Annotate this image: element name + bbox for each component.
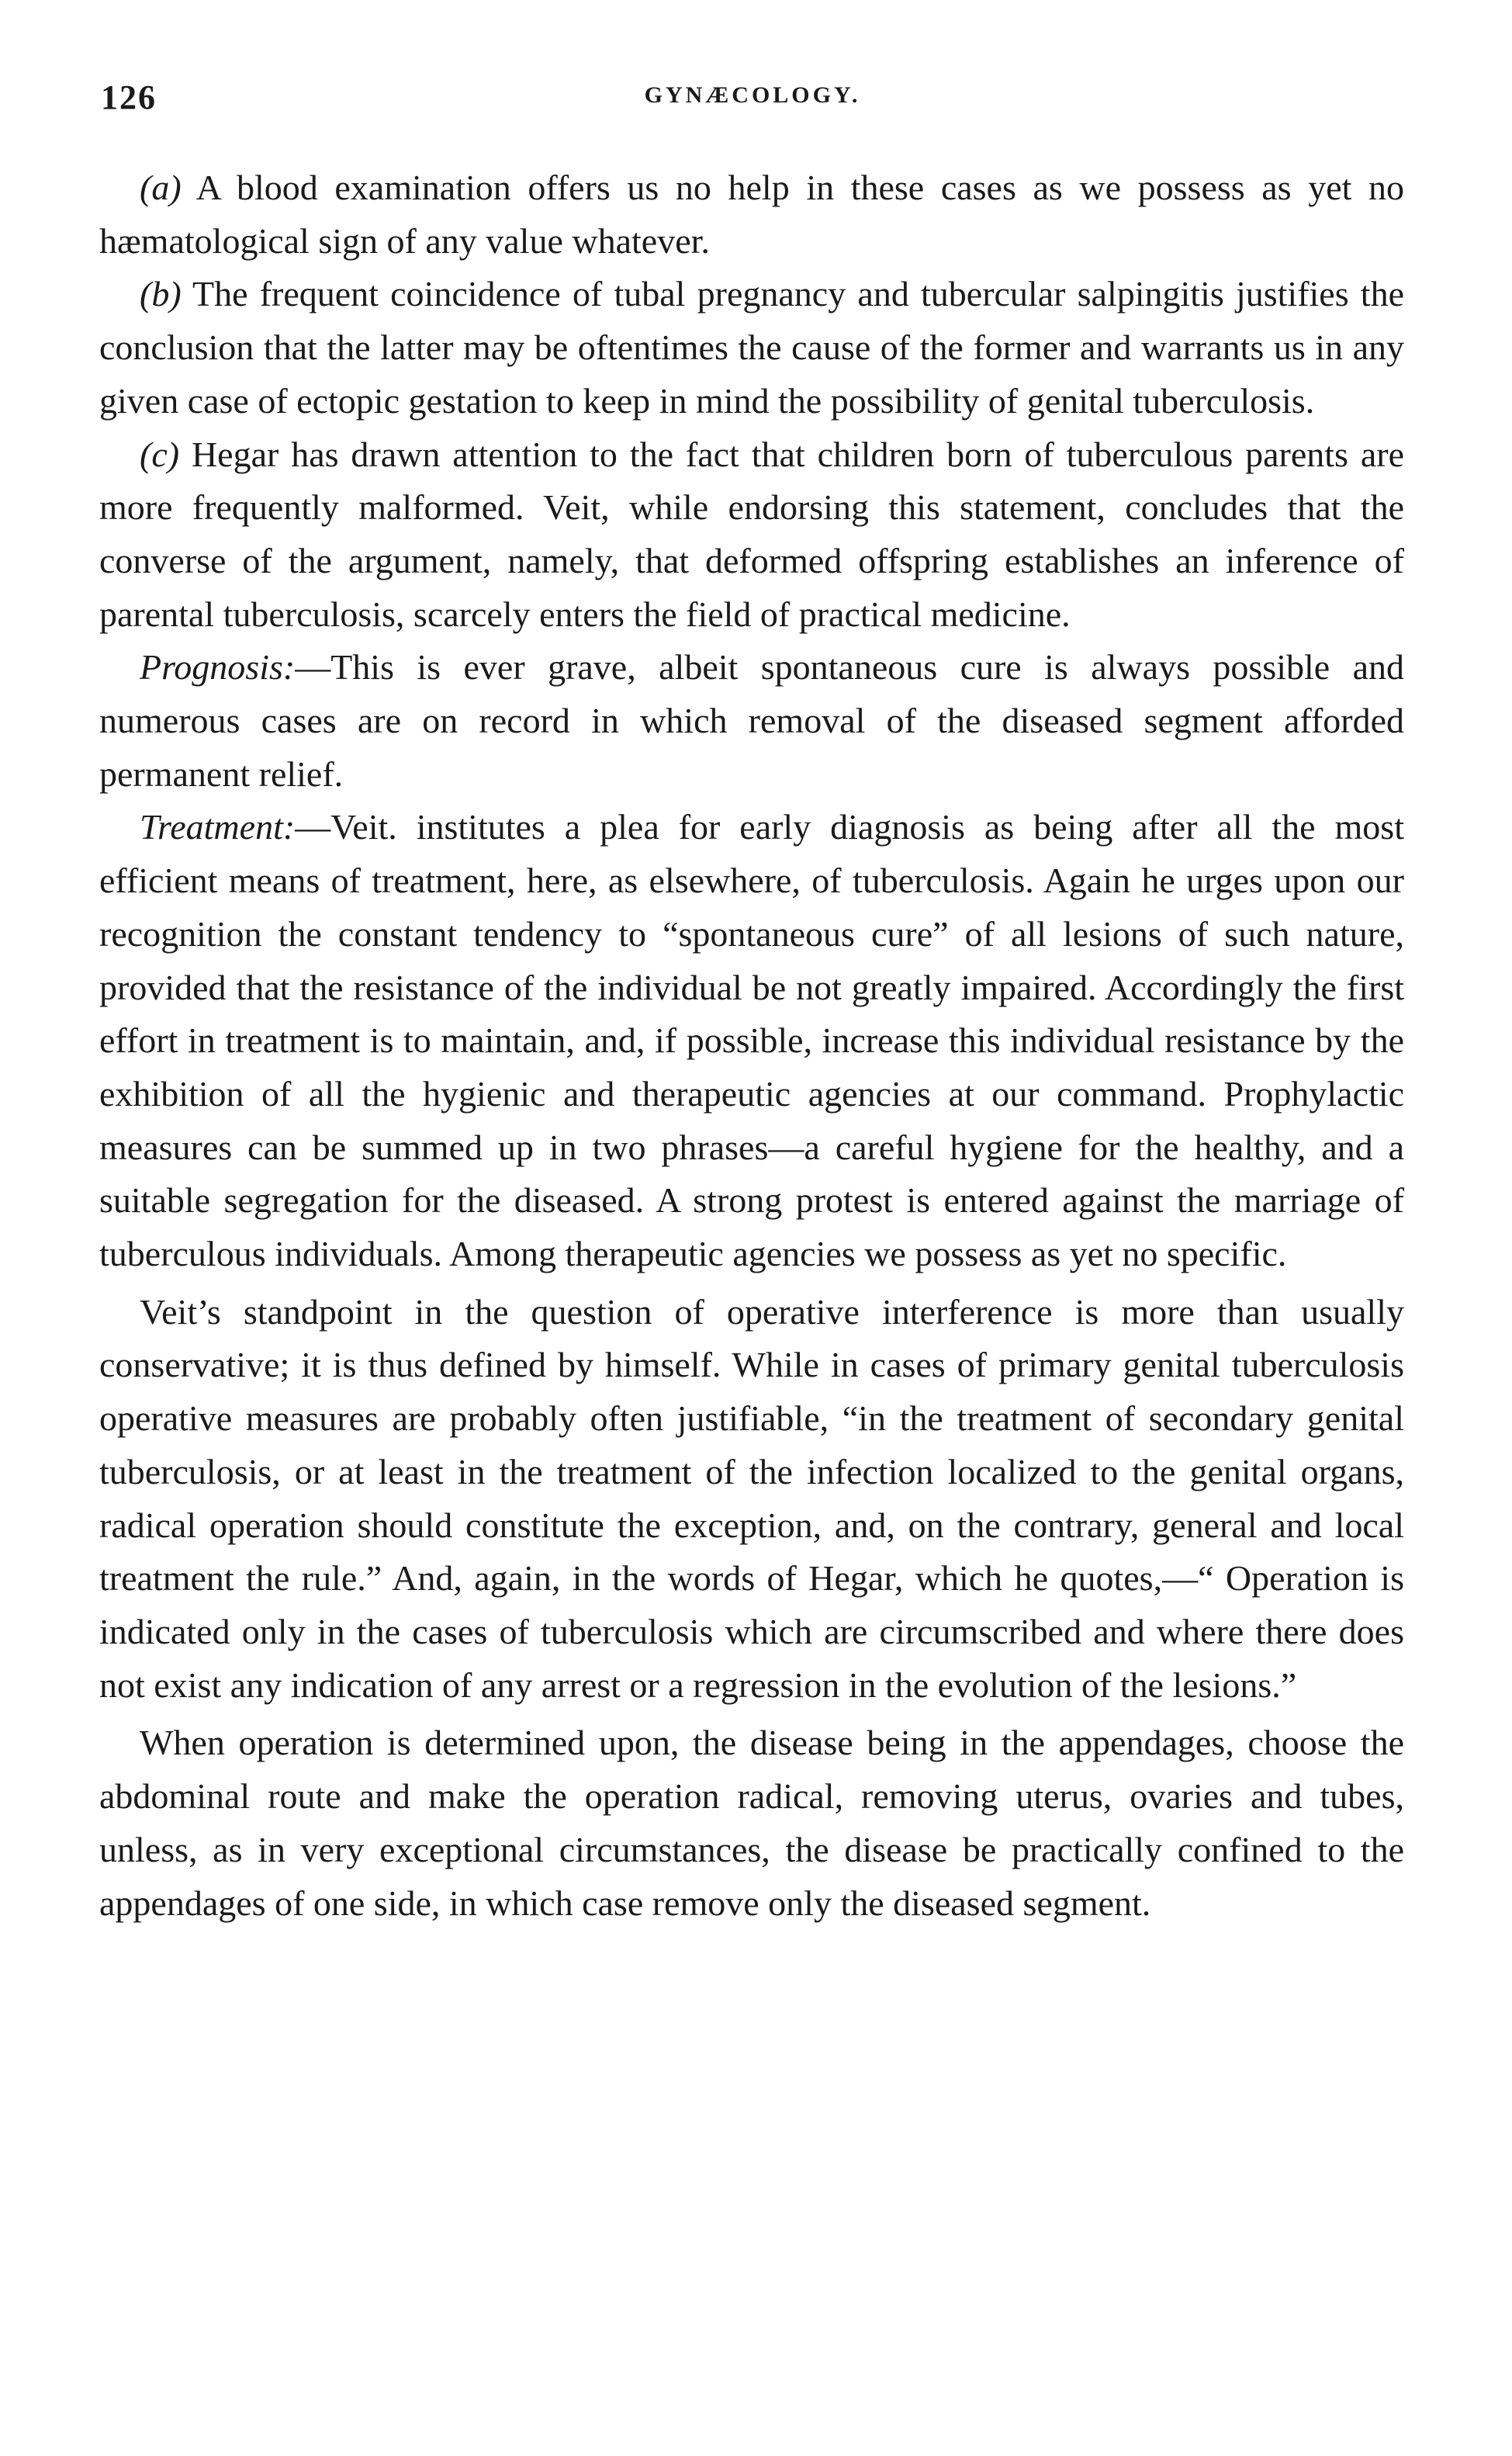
paragraph-treatment [99, 801, 1404, 1280]
paragraph-text: When operation is determined upon, the disease being in the appendages, choose the abdominal route and make the operation radical, removing uterus, ovaries and tubes, unless, as in very exceptional circumstances, the disease be practically confined to the appendages of one side, in which case remove only the diseased segment. [99, 1723, 1404, 1923]
paragraph-hegar-malformation [99, 428, 1404, 642]
paragraph-text: —Veit. institutes a plea for early diagnosis as being after all the most efficient means of treatment, here, as elsewhere, of tuberculosis. Again he urges upon our recognition the constant tendency to “spontaneous cure” of all lesions of such nature, provided that the resistance of the individual be not greatly impaired. Accordingly the first effort in treatment is to maintain, and, if possible, increase this individual resistance by the exhibition of all the hygienic and therapeutic agencies at our command. Prophylactic measures can be summed up in two phrases—a careful hygiene for the healthy, and a suitable segregation for the diseased. A strong protest is entered against the marriage of tuberculous individuals. Among therapeutic agencies we possess as yet no specific. [99, 807, 1404, 1274]
body-text [99, 161, 1404, 1930]
paragraph-label: (b) [140, 274, 182, 314]
paragraph-text: The frequent coincidence of tubal pregnancy and tubercular salpingitis justifies the conclusion that the latter may be oftentimes the cause of the former and warrants us in any given case of ectopic gestation to keep in mind the possibility of genital tuberculosis. [99, 274, 1404, 421]
paragraph-prognosis [99, 641, 1404, 801]
running-head [78, 78, 1427, 124]
paragraph-label: Prognosis: [140, 647, 296, 688]
paragraph-blood-examination [99, 161, 1404, 268]
paragraph-text: Hegar has drawn attention to the fact that children born of tuberculous parents are more frequently malformed. Veit, while endorsing this statement, concludes that the converse of the argument, namely, that deformed offspring establishes an inference of parental tuberculosis, scarcely enters the field of practical medicine. [99, 434, 1404, 634]
paragraph-operation [99, 1716, 1404, 1930]
page-number: 126 [101, 78, 157, 116]
paragraph-label: Treatment: [140, 807, 296, 847]
paragraph-veit-standpoint [99, 1286, 1404, 1713]
paragraph-tubal-pregnancy [99, 268, 1404, 428]
paragraph-text: Veit’s standpoint in the question of operative interference is more than usually conservative; it is thus defined by himself. While in cases of primary genital tuberculosis operative measures are probably often justifiable, “in the treatment of secondary genital tuberculosis, or at least in the treatment of the infection localized to the genital organs, radical operation should constitute the exception, and, on the contrary, general and local treatment the rule.” And, again, in the words of Hegar, which he quotes,—“ Operation is indicated only in the cases of tuberculosis which are circumscribed and where there does not exist any indication of any arrest or a regression in the evolution of the lesions.” [99, 1291, 1404, 1705]
running-title: GYNÆCOLOGY. [644, 82, 861, 108]
paragraph-label: (c) [140, 434, 180, 474]
paragraph-text: A blood examination offers us no help in these cases as we possess as yet no hæmatological sign of any value whatever. [99, 168, 1404, 261]
paragraph-text: —This is ever grave, albeit spontaneous cure is always possible and numerous cases are on record in which removal of the diseased segment afforded permanent relief. [99, 647, 1404, 794]
paragraph-label: (a) [140, 168, 182, 207]
